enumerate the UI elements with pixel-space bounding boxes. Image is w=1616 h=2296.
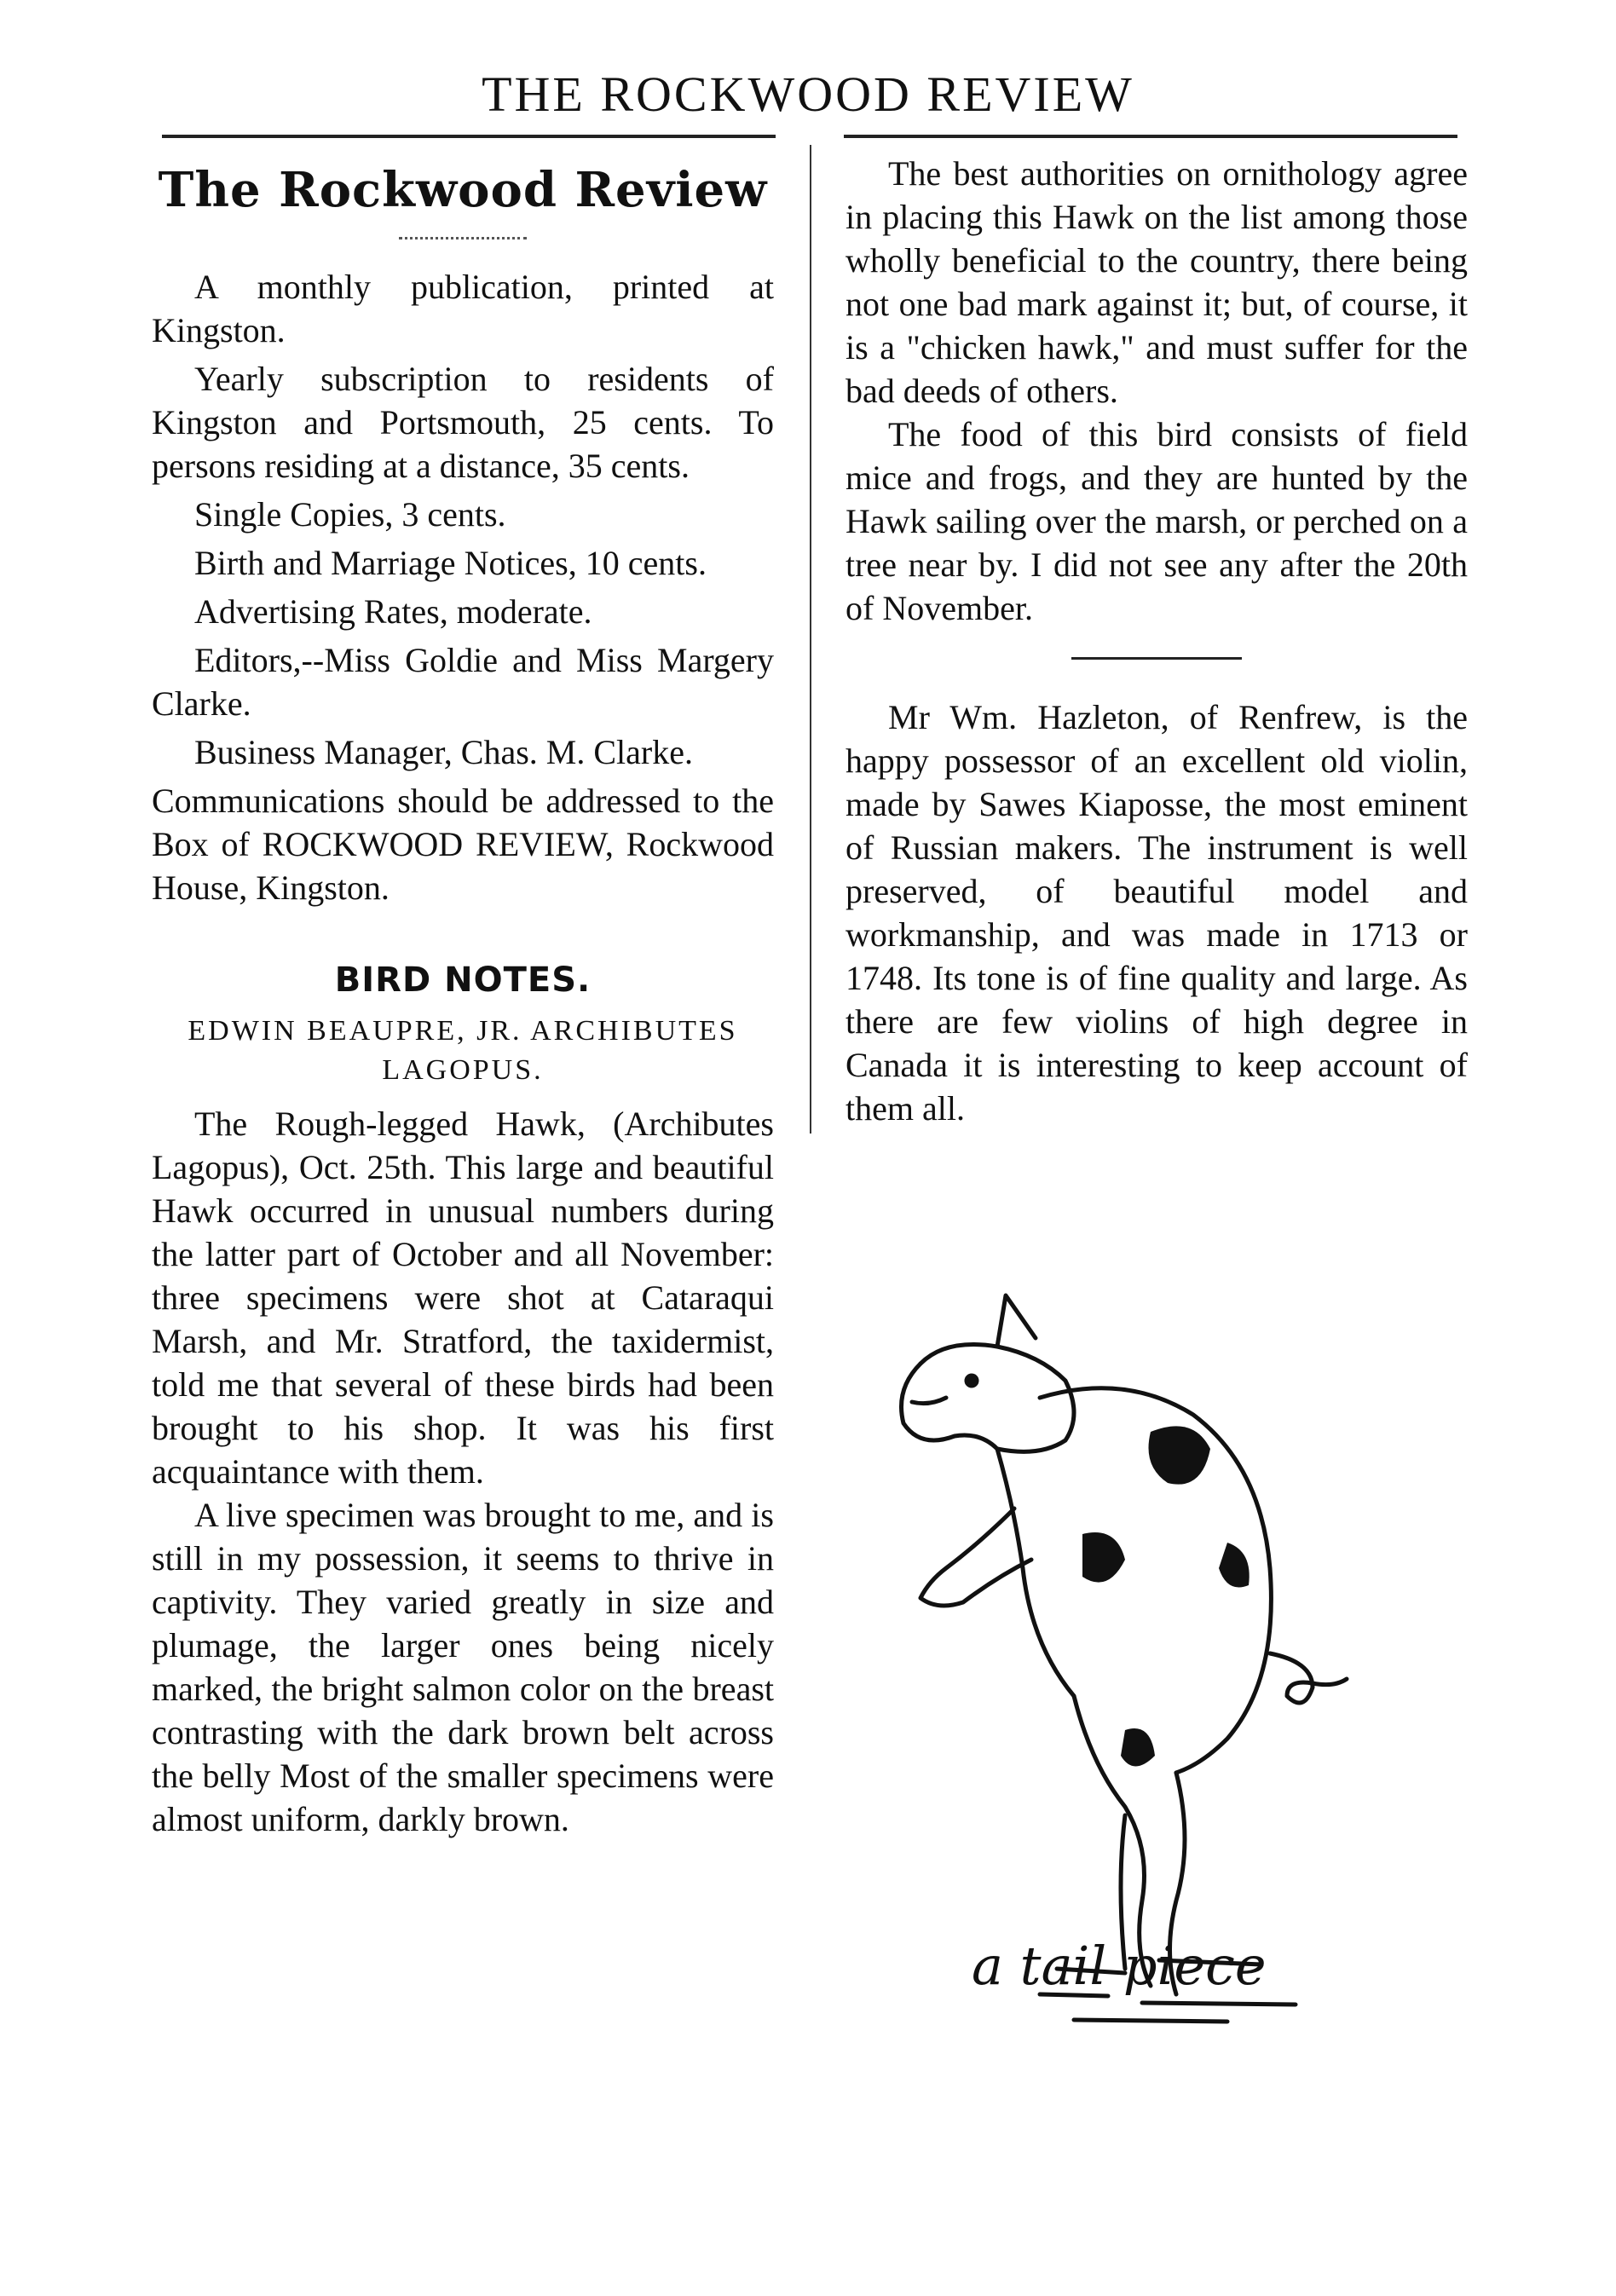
illustration-caption: a tail piece	[972, 1935, 1267, 1997]
bird-notes-byline: EDWIN BEAUPRE, JR. ARCHIBUTES LAGOPUS.	[188, 1015, 738, 1086]
bird-notes-paragraph: The Rough-legged Hawk, (Archibutes Lagopus), Oct. 25th. This large and beautiful Hawk occurred in unusual numbers during the latter part of October and all November: three specimens were shot at Cataraqui Marsh, and Mr. Stratford, the taxidermist, told me that several of these birds had been brought to his shop. It was his first acquaintance with them.	[152, 1105, 774, 1491]
violin-note-paragraph: Mr Wm. Hazleton, of Renfrew, is the happy possessor of an excellent old violin, made by Sawes Kiaposse, the most eminent of Russian makers. The instrument is well preserved, of beautiful model and workmanship, and was made in 1713 or 1748. Its tone is of fine quality and large. As there are few violins of high degree in Canada it is interesting to keep account of them all.	[846, 698, 1468, 1128]
running-head: THE ROCKWOOD REVIEW	[482, 66, 1134, 122]
top-rule-left	[162, 135, 776, 138]
info-line-editors: Editors,--Miss Goldie and Miss Margery Clarke.	[152, 641, 774, 723]
violin-note	[846, 695, 1468, 1130]
info-line-publication: A monthly publication, printed at Kingston.	[152, 268, 774, 349]
masthead-dash	[399, 237, 527, 239]
bird-notes-paragraph: The best authorities on ornithology agree in placing this Hawk on the list among those wholly beneficial to the country, there being not one bad mark against it; but, of course, it is a "chicken hawk," and must suffer for the bad deeds of others.	[846, 154, 1468, 410]
column-divider	[810, 145, 811, 1134]
left-column	[152, 152, 774, 1841]
info-line-communications: Communications should be addressed to the Box of ROCKWOOD REVIEW, Rockwood House, Kingston.	[152, 782, 774, 907]
masthead: The Rockwood Review	[158, 162, 768, 218]
bird-notes-continued	[846, 152, 1468, 630]
right-column	[846, 152, 1468, 1130]
top-rule-right	[844, 135, 1457, 138]
bird-notes-article	[152, 1102, 774, 1841]
publication-info	[152, 265, 774, 909]
info-line-single-copies: Single Copies, 3 cents.	[194, 495, 506, 534]
info-line-subscription: Yearly subscription to residents of Kingston and Portsmouth, 25 cents. To persons residing at a distance, 35 cents.	[152, 360, 774, 485]
info-line-advertising: Advertising Rates, moderate.	[194, 592, 592, 631]
bird-notes-paragraph: The food of this bird consists of field mice and frogs, and they are hunted by the Hawk sailing over the marsh, or perched on a tree near by. I did not see any after the 20th of November.	[846, 415, 1468, 627]
bird-notes-paragraph: A live specimen was brought to me, and is still in my possession, it seems to thrive in captivity. They varied greatly in size and plumage, the larger ones being nicely marked, the bright salmon color on the breast contrasting with the dark brown belt across the belly Most of the smaller specimens were almost uniform, darkly brown.	[152, 1496, 774, 1838]
info-line-notices: Birth and Marriage Notices, 10 cents.	[194, 544, 707, 582]
info-line-business-manager: Business Manager, Chas. M. Clarke.	[194, 733, 693, 771]
tail-piece-illustration	[869, 1287, 1415, 2054]
section-divider	[1071, 657, 1242, 660]
bird-notes-title: BIRD NOTES.	[334, 961, 592, 1000]
